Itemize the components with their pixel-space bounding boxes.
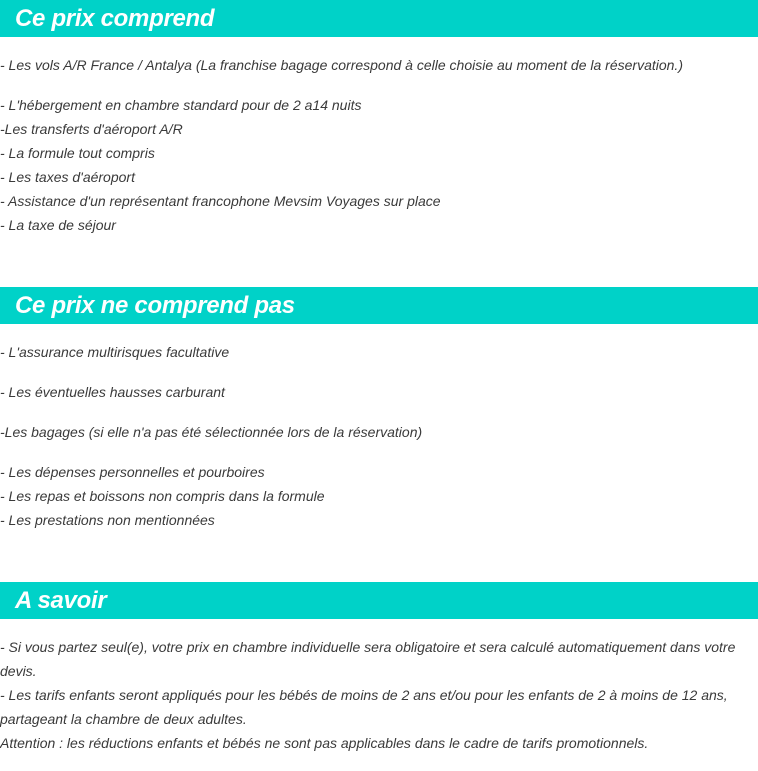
included-item-airport-taxes: - Les taxes d'aéroport xyxy=(0,169,135,185)
section-header-a-savoir xyxy=(0,582,758,619)
info-paragraph-child-rates: - Les tarifs enfants seront appliqués pour les bébés de moins de 2 ans et/ou pour les enfants de 2 à moins de 12 ans, partageant la chambre de deux adultes. xyxy=(0,687,728,727)
section-title: A savoir xyxy=(15,587,107,614)
info-paragraph-single-room: - Si vous partez seul(e), votre prix en chambre individuelle sera obligatoire et sera calculé automatiquement dans votre devis. xyxy=(0,639,736,679)
excluded-item-personal-expenses: - Les dépenses personnelles et pourboires xyxy=(0,464,265,480)
included-item-assistance: - Assistance d'un représentant francophone Mevsim Voyages sur place xyxy=(0,193,441,209)
excluded-item-baggage: -Les bagages (si elle n'a pas été sélectionnée lors de la réservation) xyxy=(0,424,423,440)
included-item-tourist-tax: - La taxe de séjour xyxy=(0,217,116,233)
excluded-item-other-services: - Les prestations non mentionnées xyxy=(0,512,215,528)
excluded-item-meals: - Les repas et boissons non compris dans la formule xyxy=(0,488,325,504)
excluded-item-insurance: - L'assurance multirisques facultative xyxy=(0,344,230,360)
section-header-ce-prix-comprend xyxy=(0,0,758,37)
included-item-accommodation: - L'hébergement en chambre standard pour de 2 a14 nuits xyxy=(0,97,362,113)
included-item-transfers: -Les transferts d'aéroport A/R xyxy=(0,121,183,137)
section-title: Ce prix comprend xyxy=(15,5,215,32)
info-paragraph-attention: Attention : les réductions enfants et bébés ne sont pas applicables dans le cadre de tarifs promotionnels. xyxy=(0,735,649,751)
section-header-ce-prix-ne-comprend-pas xyxy=(0,287,758,324)
included-item-flights: - Les vols A/R France / Antalya (La franchise bagage correspond à celle choisie au moment de la réservation.) xyxy=(0,57,683,73)
included-item-all-inclusive: - La formule tout compris xyxy=(0,145,155,161)
section-title: Ce prix ne comprend pas xyxy=(15,292,295,319)
excluded-item-fuel-surcharge: - Les éventuelles hausses carburant xyxy=(0,384,225,400)
